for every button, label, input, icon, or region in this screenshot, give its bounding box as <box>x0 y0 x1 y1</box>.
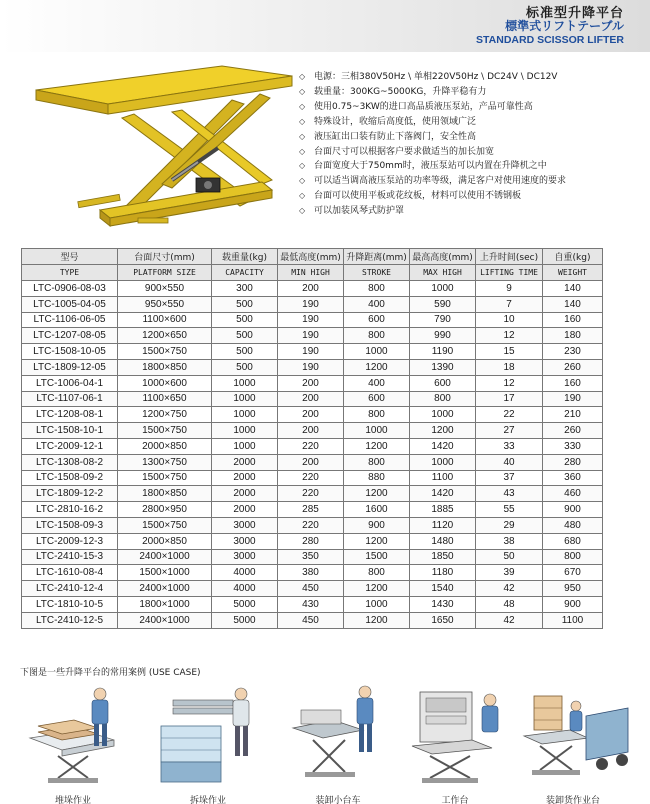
cell-capacity: 2000 <box>212 454 278 470</box>
cell-max-high: 1850 <box>410 549 476 565</box>
diamond-bullet-icon: ◇ <box>299 191 306 201</box>
cell-max-high: 1420 <box>410 438 476 454</box>
cell-capacity: 4000 <box>212 565 278 581</box>
cell-stroke: 400 <box>344 375 410 391</box>
cell-stroke: 900 <box>344 517 410 533</box>
scissor-lift-illustration <box>22 60 298 236</box>
table-row <box>22 281 603 297</box>
cell-weight: 900 <box>543 596 603 612</box>
cell-type: LTC-2410-12-5 <box>22 612 118 628</box>
cell-platform-size: 1500×1000 <box>118 565 212 581</box>
cell-max-high: 1100 <box>410 470 476 486</box>
cell-capacity: 1000 <box>212 375 278 391</box>
cell-min-high: 220 <box>278 486 344 502</box>
cell-lifting-time: 39 <box>476 565 543 581</box>
cell-stroke: 1200 <box>344 533 410 549</box>
table-row <box>22 517 603 533</box>
cell-platform-size: 2400×1000 <box>118 612 212 628</box>
cell-max-high: 1430 <box>410 596 476 612</box>
header-type-en: TYPE <box>22 265 118 281</box>
cell-capacity: 1000 <box>212 391 278 407</box>
use-case-title: 下图是一些升降平台的常用案例 (USE CASE) <box>20 668 201 678</box>
header-stroke-cn: 升降距离(mm) <box>344 249 410 265</box>
cell-max-high: 1180 <box>410 565 476 581</box>
use-case-label-workbench: 工作台 <box>441 796 469 804</box>
cell-lifting-time: 40 <box>476 454 543 470</box>
cell-stroke: 800 <box>344 328 410 344</box>
cell-min-high: 430 <box>278 596 344 612</box>
cell-weight: 160 <box>543 312 603 328</box>
cell-weight: 160 <box>543 375 603 391</box>
cell-weight: 230 <box>543 344 603 360</box>
truck-loading-illustration <box>518 680 633 790</box>
table-header-row-english <box>22 265 603 281</box>
cell-min-high: 200 <box>278 423 344 439</box>
use-case-label-cart-loading: 装卸小台车 <box>315 796 361 804</box>
cell-stroke: 1200 <box>344 612 410 628</box>
cell-weight: 950 <box>543 581 603 597</box>
feature-item: ◇ 电源：三相380V50Hz \ 单相220V50Hz \ DC24V \ DC12V <box>299 70 644 85</box>
cell-min-high: 200 <box>278 281 344 297</box>
cell-weight: 280 <box>543 454 603 470</box>
cell-weight: 900 <box>543 502 603 518</box>
header-weight-cn: 自重(kg) <box>543 249 603 265</box>
cell-stroke: 1500 <box>344 549 410 565</box>
cell-lifting-time: 43 <box>476 486 543 502</box>
cell-min-high: 190 <box>278 344 344 360</box>
header-stroke-en: STROKE <box>344 265 410 281</box>
diamond-bullet-icon: ◇ <box>299 131 306 141</box>
cell-max-high: 1885 <box>410 502 476 518</box>
cell-max-high: 1650 <box>410 612 476 628</box>
feature-item: ◇ 台面尺寸可以根据客户要求做适当的加长加宽 <box>299 145 644 160</box>
cell-platform-size: 1800×1000 <box>118 596 212 612</box>
cell-platform-size: 1500×750 <box>118 344 212 360</box>
cell-max-high: 1420 <box>410 486 476 502</box>
workbench-illustration <box>400 680 510 790</box>
cell-lifting-time: 12 <box>476 328 543 344</box>
cell-type: LTC-1207-08-05 <box>22 328 118 344</box>
cart-loading-illustration <box>283 680 393 790</box>
cell-stroke: 800 <box>344 454 410 470</box>
header-band <box>0 0 650 52</box>
diamond-bullet-icon: ◇ <box>299 161 306 171</box>
cell-min-high: 200 <box>278 407 344 423</box>
cell-type: LTC-1508-09-2 <box>22 470 118 486</box>
cell-weight: 180 <box>543 328 603 344</box>
cell-stroke: 1200 <box>344 438 410 454</box>
cell-platform-size: 1200×650 <box>118 328 212 344</box>
cell-platform-size: 1500×750 <box>118 423 212 439</box>
cell-lifting-time: 27 <box>476 423 543 439</box>
cell-stroke: 1000 <box>344 596 410 612</box>
table-row <box>22 407 603 423</box>
cell-stroke: 880 <box>344 470 410 486</box>
cell-weight: 210 <box>543 407 603 423</box>
diamond-bullet-icon: ◇ <box>299 146 306 156</box>
diamond-bullet-icon: ◇ <box>299 116 306 126</box>
cell-max-high: 1540 <box>410 581 476 597</box>
cell-min-high: 450 <box>278 612 344 628</box>
title-chinese: 标准型升降平台 <box>525 6 624 21</box>
cell-platform-size: 2400×1000 <box>118 549 212 565</box>
cell-weight: 460 <box>543 486 603 502</box>
cell-stroke: 800 <box>344 565 410 581</box>
feature-item: ◇ 载重量：300KG~5000KG，升降平稳有力 <box>299 85 644 100</box>
cell-weight: 260 <box>543 423 603 439</box>
spec-table-body <box>22 281 603 629</box>
cell-min-high: 190 <box>278 312 344 328</box>
cell-platform-size: 950×550 <box>118 296 212 312</box>
header-min-high-en: MIN HIGH <box>278 265 344 281</box>
cell-max-high: 990 <box>410 328 476 344</box>
cell-platform-size: 1300×750 <box>118 454 212 470</box>
cell-platform-size: 1500×750 <box>118 470 212 486</box>
cell-lifting-time: 9 <box>476 281 543 297</box>
feature-item: ◇ 可以适当调高液压泵站的功率等级，满足客户对使用速度的要求 <box>299 174 644 189</box>
table-row <box>22 423 603 439</box>
feature-list <box>299 70 644 219</box>
cell-lifting-time: 22 <box>476 407 543 423</box>
cell-capacity: 1000 <box>212 407 278 423</box>
use-case-stacking <box>18 680 128 804</box>
destacking-illustration <box>153 680 268 790</box>
cell-type: LTC-2009-12-1 <box>22 438 118 454</box>
header-min-high-cn: 最低高度(mm) <box>278 249 344 265</box>
cell-type: LTC-2410-15-3 <box>22 549 118 565</box>
cell-stroke: 800 <box>344 281 410 297</box>
cell-platform-size: 1800×850 <box>118 359 212 375</box>
cell-lifting-time: 42 <box>476 612 543 628</box>
cell-capacity: 1000 <box>212 438 278 454</box>
cell-stroke: 1000 <box>344 423 410 439</box>
cell-type: LTC-1810-10-5 <box>22 596 118 612</box>
cell-stroke: 600 <box>344 391 410 407</box>
cell-min-high: 350 <box>278 549 344 565</box>
cell-min-high: 200 <box>278 375 344 391</box>
header-platform-size-cn: 台面尺寸(mm) <box>118 249 212 265</box>
cell-min-high: 190 <box>278 328 344 344</box>
cell-lifting-time: 37 <box>476 470 543 486</box>
cell-capacity: 3000 <box>212 533 278 549</box>
cell-weight: 190 <box>543 391 603 407</box>
cell-max-high: 1390 <box>410 359 476 375</box>
cell-capacity: 4000 <box>212 581 278 597</box>
cell-weight: 360 <box>543 470 603 486</box>
table-row <box>22 344 603 360</box>
cell-capacity: 2000 <box>212 470 278 486</box>
feature-item: ◇ 使用0.75~3KW的进口高品质液压泵站，产品可靠性高 <box>299 100 644 115</box>
cell-max-high: 590 <box>410 296 476 312</box>
table-row <box>22 486 603 502</box>
cell-min-high: 200 <box>278 454 344 470</box>
cell-max-high: 1190 <box>410 344 476 360</box>
header-weight-en: WEIGHT <box>543 265 603 281</box>
cell-type: LTC-2410-12-4 <box>22 581 118 597</box>
cell-weight: 670 <box>543 565 603 581</box>
use-case-cart-loading <box>283 680 393 804</box>
table-row <box>22 328 603 344</box>
cell-type: LTC-1005-04-05 <box>22 296 118 312</box>
cell-type: LTC-1610-08-4 <box>22 565 118 581</box>
diamond-bullet-icon: ◇ <box>299 86 306 96</box>
cell-type: LTC-1208-08-1 <box>22 407 118 423</box>
table-row <box>22 612 603 628</box>
cell-lifting-time: 18 <box>476 359 543 375</box>
cell-type: LTC-2810-16-2 <box>22 502 118 518</box>
cell-weight: 140 <box>543 296 603 312</box>
cell-type: LTC-1308-08-2 <box>22 454 118 470</box>
cell-stroke: 1200 <box>344 359 410 375</box>
diamond-bullet-icon: ◇ <box>299 176 306 186</box>
feature-item: ◇ 液压缸出口装有防止下落阀门，安全性高 <box>299 130 644 145</box>
cell-max-high: 1000 <box>410 454 476 470</box>
use-case-label-stacking: 堆垛作业 <box>54 796 91 804</box>
cell-platform-size: 900×550 <box>118 281 212 297</box>
header-lifting-time-cn: 上升时间(sec) <box>476 249 543 265</box>
diamond-bullet-icon: ◇ <box>299 101 306 111</box>
table-row <box>22 502 603 518</box>
cell-platform-size: 2000×850 <box>118 438 212 454</box>
diamond-bullet-icon: ◇ <box>299 206 306 216</box>
cell-type: LTC-1107-06-1 <box>22 391 118 407</box>
header-type-cn: 型号 <box>22 249 118 265</box>
cell-capacity: 5000 <box>212 596 278 612</box>
cell-min-high: 220 <box>278 470 344 486</box>
cell-capacity: 500 <box>212 344 278 360</box>
cell-type: LTC-1809-12-05 <box>22 359 118 375</box>
cell-stroke: 1600 <box>344 502 410 518</box>
cell-capacity: 2000 <box>212 502 278 518</box>
feature-item: ◇ 台面宽度大于750mm时，液压泵站可以内置在升降机之中 <box>299 159 644 174</box>
table-row <box>22 470 603 486</box>
cell-platform-size: 1100×600 <box>118 312 212 328</box>
cell-lifting-time: 38 <box>476 533 543 549</box>
cell-lifting-time: 50 <box>476 549 543 565</box>
cell-stroke: 1200 <box>344 581 410 597</box>
header-max-high-cn: 最高高度(mm) <box>410 249 476 265</box>
cell-min-high: 220 <box>278 438 344 454</box>
cell-capacity: 500 <box>212 312 278 328</box>
feature-item: ◇ 可以加装风琴式防护罩 <box>299 204 644 219</box>
cell-lifting-time: 7 <box>476 296 543 312</box>
cell-platform-size: 1500×750 <box>118 517 212 533</box>
table-row <box>22 581 603 597</box>
cell-max-high: 1480 <box>410 533 476 549</box>
cell-weight: 480 <box>543 517 603 533</box>
cell-lifting-time: 33 <box>476 438 543 454</box>
cell-capacity: 1000 <box>212 423 278 439</box>
feature-item: ◇ 特殊设计，收缩后高度低，使用领域广泛 <box>299 115 644 130</box>
use-case-workbench <box>400 680 510 804</box>
cell-capacity: 500 <box>212 296 278 312</box>
cell-type: LTC-2009-12-3 <box>22 533 118 549</box>
cell-capacity: 300 <box>212 281 278 297</box>
table-row <box>22 375 603 391</box>
table-row <box>22 359 603 375</box>
table-row <box>22 296 603 312</box>
cell-stroke: 400 <box>344 296 410 312</box>
cell-lifting-time: 42 <box>476 581 543 597</box>
table-row <box>22 596 603 612</box>
table-row <box>22 312 603 328</box>
table-row <box>22 454 603 470</box>
cell-platform-size: 1100×650 <box>118 391 212 407</box>
cell-max-high: 800 <box>410 391 476 407</box>
table-row <box>22 549 603 565</box>
cell-weight: 680 <box>543 533 603 549</box>
title-english: STANDARD SCISSOR LIFTER <box>476 34 624 46</box>
cell-min-high: 220 <box>278 517 344 533</box>
cell-platform-size: 2800×950 <box>118 502 212 518</box>
cell-min-high: 380 <box>278 565 344 581</box>
table-row <box>22 533 603 549</box>
cell-max-high: 1000 <box>410 281 476 297</box>
stacking-illustration <box>18 680 128 790</box>
cell-lifting-time: 48 <box>476 596 543 612</box>
cell-type: LTC-1106-06-05 <box>22 312 118 328</box>
cell-weight: 260 <box>543 359 603 375</box>
cell-type: LTC-1508-09-3 <box>22 517 118 533</box>
cell-max-high: 1000 <box>410 407 476 423</box>
header-platform-size-en: PLATFORM SIZE <box>118 265 212 281</box>
header-lifting-time-en: LIFTING TIME <box>476 265 543 281</box>
cell-weight: 1100 <box>543 612 603 628</box>
use-case-truck-loading <box>518 680 628 804</box>
cell-type: LTC-1006-04-1 <box>22 375 118 391</box>
cell-max-high: 600 <box>410 375 476 391</box>
cell-max-high: 1120 <box>410 517 476 533</box>
cell-type: LTC-1508-10-1 <box>22 423 118 439</box>
cell-min-high: 280 <box>278 533 344 549</box>
cell-platform-size: 2400×1000 <box>118 581 212 597</box>
cell-stroke: 800 <box>344 407 410 423</box>
cell-type: LTC-0906-08-03 <box>22 281 118 297</box>
cell-lifting-time: 55 <box>476 502 543 518</box>
cell-capacity: 2000 <box>212 486 278 502</box>
cell-weight: 330 <box>543 438 603 454</box>
header-capacity-cn: 载重量(kg) <box>212 249 278 265</box>
spec-table <box>21 248 603 629</box>
use-case-destacking <box>153 680 263 804</box>
cell-capacity: 3000 <box>212 517 278 533</box>
cell-platform-size: 1800×850 <box>118 486 212 502</box>
cell-lifting-time: 29 <box>476 517 543 533</box>
cell-weight: 800 <box>543 549 603 565</box>
cell-capacity: 500 <box>212 359 278 375</box>
cell-max-high: 790 <box>410 312 476 328</box>
title-japanese: 標準式リフトテーブル <box>505 19 624 33</box>
cell-lifting-time: 12 <box>476 375 543 391</box>
cell-max-high: 1200 <box>410 423 476 439</box>
cell-capacity: 3000 <box>212 549 278 565</box>
cell-capacity: 500 <box>212 328 278 344</box>
cell-stroke: 1000 <box>344 344 410 360</box>
header-max-high-en: MAX HIGH <box>410 265 476 281</box>
cell-type: LTC-1809-12-2 <box>22 486 118 502</box>
diamond-bullet-icon: ◇ <box>299 72 306 81</box>
cell-platform-size: 2000×850 <box>118 533 212 549</box>
table-header-row-chinese <box>22 249 603 265</box>
cell-min-high: 200 <box>278 391 344 407</box>
cell-lifting-time: 15 <box>476 344 543 360</box>
cell-min-high: 285 <box>278 502 344 518</box>
cell-weight: 140 <box>543 281 603 297</box>
cell-min-high: 450 <box>278 581 344 597</box>
cell-type: LTC-1508-10-05 <box>22 344 118 360</box>
header-capacity-en: CAPACITY <box>212 265 278 281</box>
table-row <box>22 391 603 407</box>
use-case-label-truck-loading: 装卸货作业台 <box>545 796 600 804</box>
cell-min-high: 190 <box>278 359 344 375</box>
cell-stroke: 600 <box>344 312 410 328</box>
cell-min-high: 190 <box>278 296 344 312</box>
feature-item: ◇ 台面可以使用平板或花纹板，材料可以使用不锈钢板 <box>299 189 644 204</box>
cell-lifting-time: 17 <box>476 391 543 407</box>
cell-platform-size: 1000×600 <box>118 375 212 391</box>
use-case-label-destacking: 拆垛作业 <box>189 796 226 804</box>
cell-platform-size: 1200×750 <box>118 407 212 423</box>
cell-capacity: 5000 <box>212 612 278 628</box>
cell-stroke: 1200 <box>344 486 410 502</box>
table-row <box>22 438 603 454</box>
table-row <box>22 565 603 581</box>
cell-lifting-time: 10 <box>476 312 543 328</box>
